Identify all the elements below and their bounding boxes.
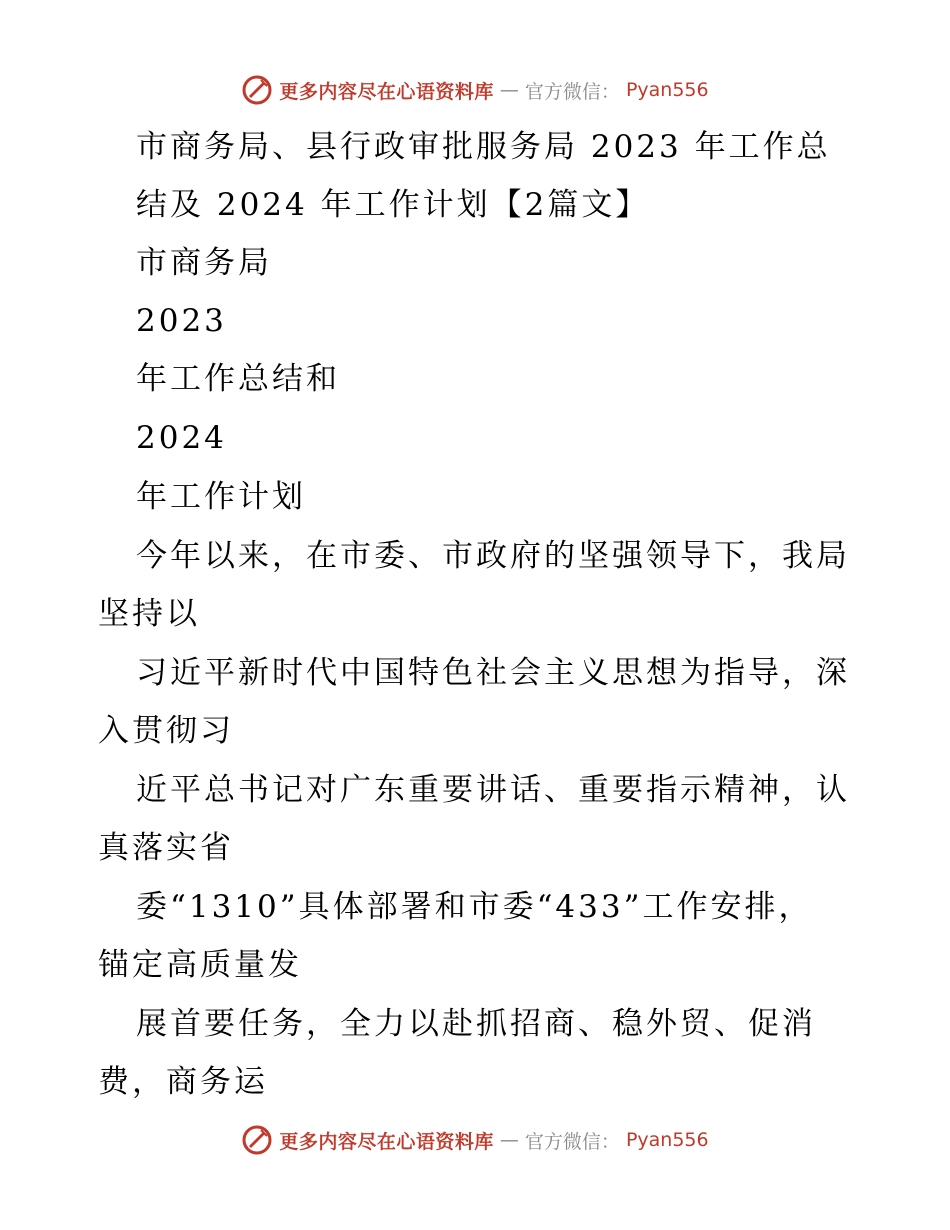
banner-content	[241, 1124, 708, 1156]
banner-promo-text: 更多内容尽在心语资料库	[279, 1130, 494, 1153]
heading-plan: 年工作计划	[136, 479, 306, 515]
banner-wechat-label: 官方微信：	[524, 1130, 620, 1153]
paragraph-line: 习近平新时代中国特色社会主义思想为指导，深	[136, 655, 850, 691]
banner-promo-text: 更多内容尽在心语资料库	[279, 80, 494, 103]
document-title-line-2: 结及 2024 年工作计划【2篇文】	[136, 187, 650, 223]
paragraph-line: 费，商务运	[98, 1064, 268, 1100]
quill-logo-icon	[241, 74, 273, 106]
paragraph-line: 坚持以	[98, 596, 200, 632]
heading-year-2023: 2023	[136, 303, 227, 339]
paragraph-line: 锚定高质量发	[98, 947, 302, 983]
paragraph-line: 展首要任务，全力以赴抓招商、稳外贸、促消	[136, 1006, 816, 1042]
paragraph-line: 近平总书记对广东重要讲话、重要指示精神，认	[136, 772, 850, 808]
banner-wechat-id: Pyan556	[625, 79, 709, 101]
banner-wechat-label: 官方微信：	[524, 80, 620, 103]
banner-dash: —	[499, 1129, 519, 1151]
banner-content	[241, 74, 708, 106]
heading-org: 市商务局	[136, 245, 272, 281]
quill-logo-icon	[241, 1124, 273, 1156]
document-title-line-1: 市商务局、县行政审批服务局 2023 年工作总	[136, 129, 831, 165]
paragraph-line: 委“1310”具体部署和市委“433”工作安排，	[136, 889, 813, 925]
paragraph-line: 真落实省	[98, 830, 234, 866]
footer-banner	[0, 1120, 950, 1160]
header-banner	[0, 70, 950, 110]
paragraph-line: 今年以来，在市委、市政府的坚强领导下，我局	[136, 538, 850, 574]
banner-wechat-id: Pyan556	[625, 1129, 709, 1151]
paragraph-line: 入贯彻习	[98, 713, 234, 749]
heading-year-2024: 2024	[136, 420, 227, 456]
heading-summary: 年工作总结和	[136, 361, 340, 397]
banner-dash: —	[499, 79, 519, 101]
